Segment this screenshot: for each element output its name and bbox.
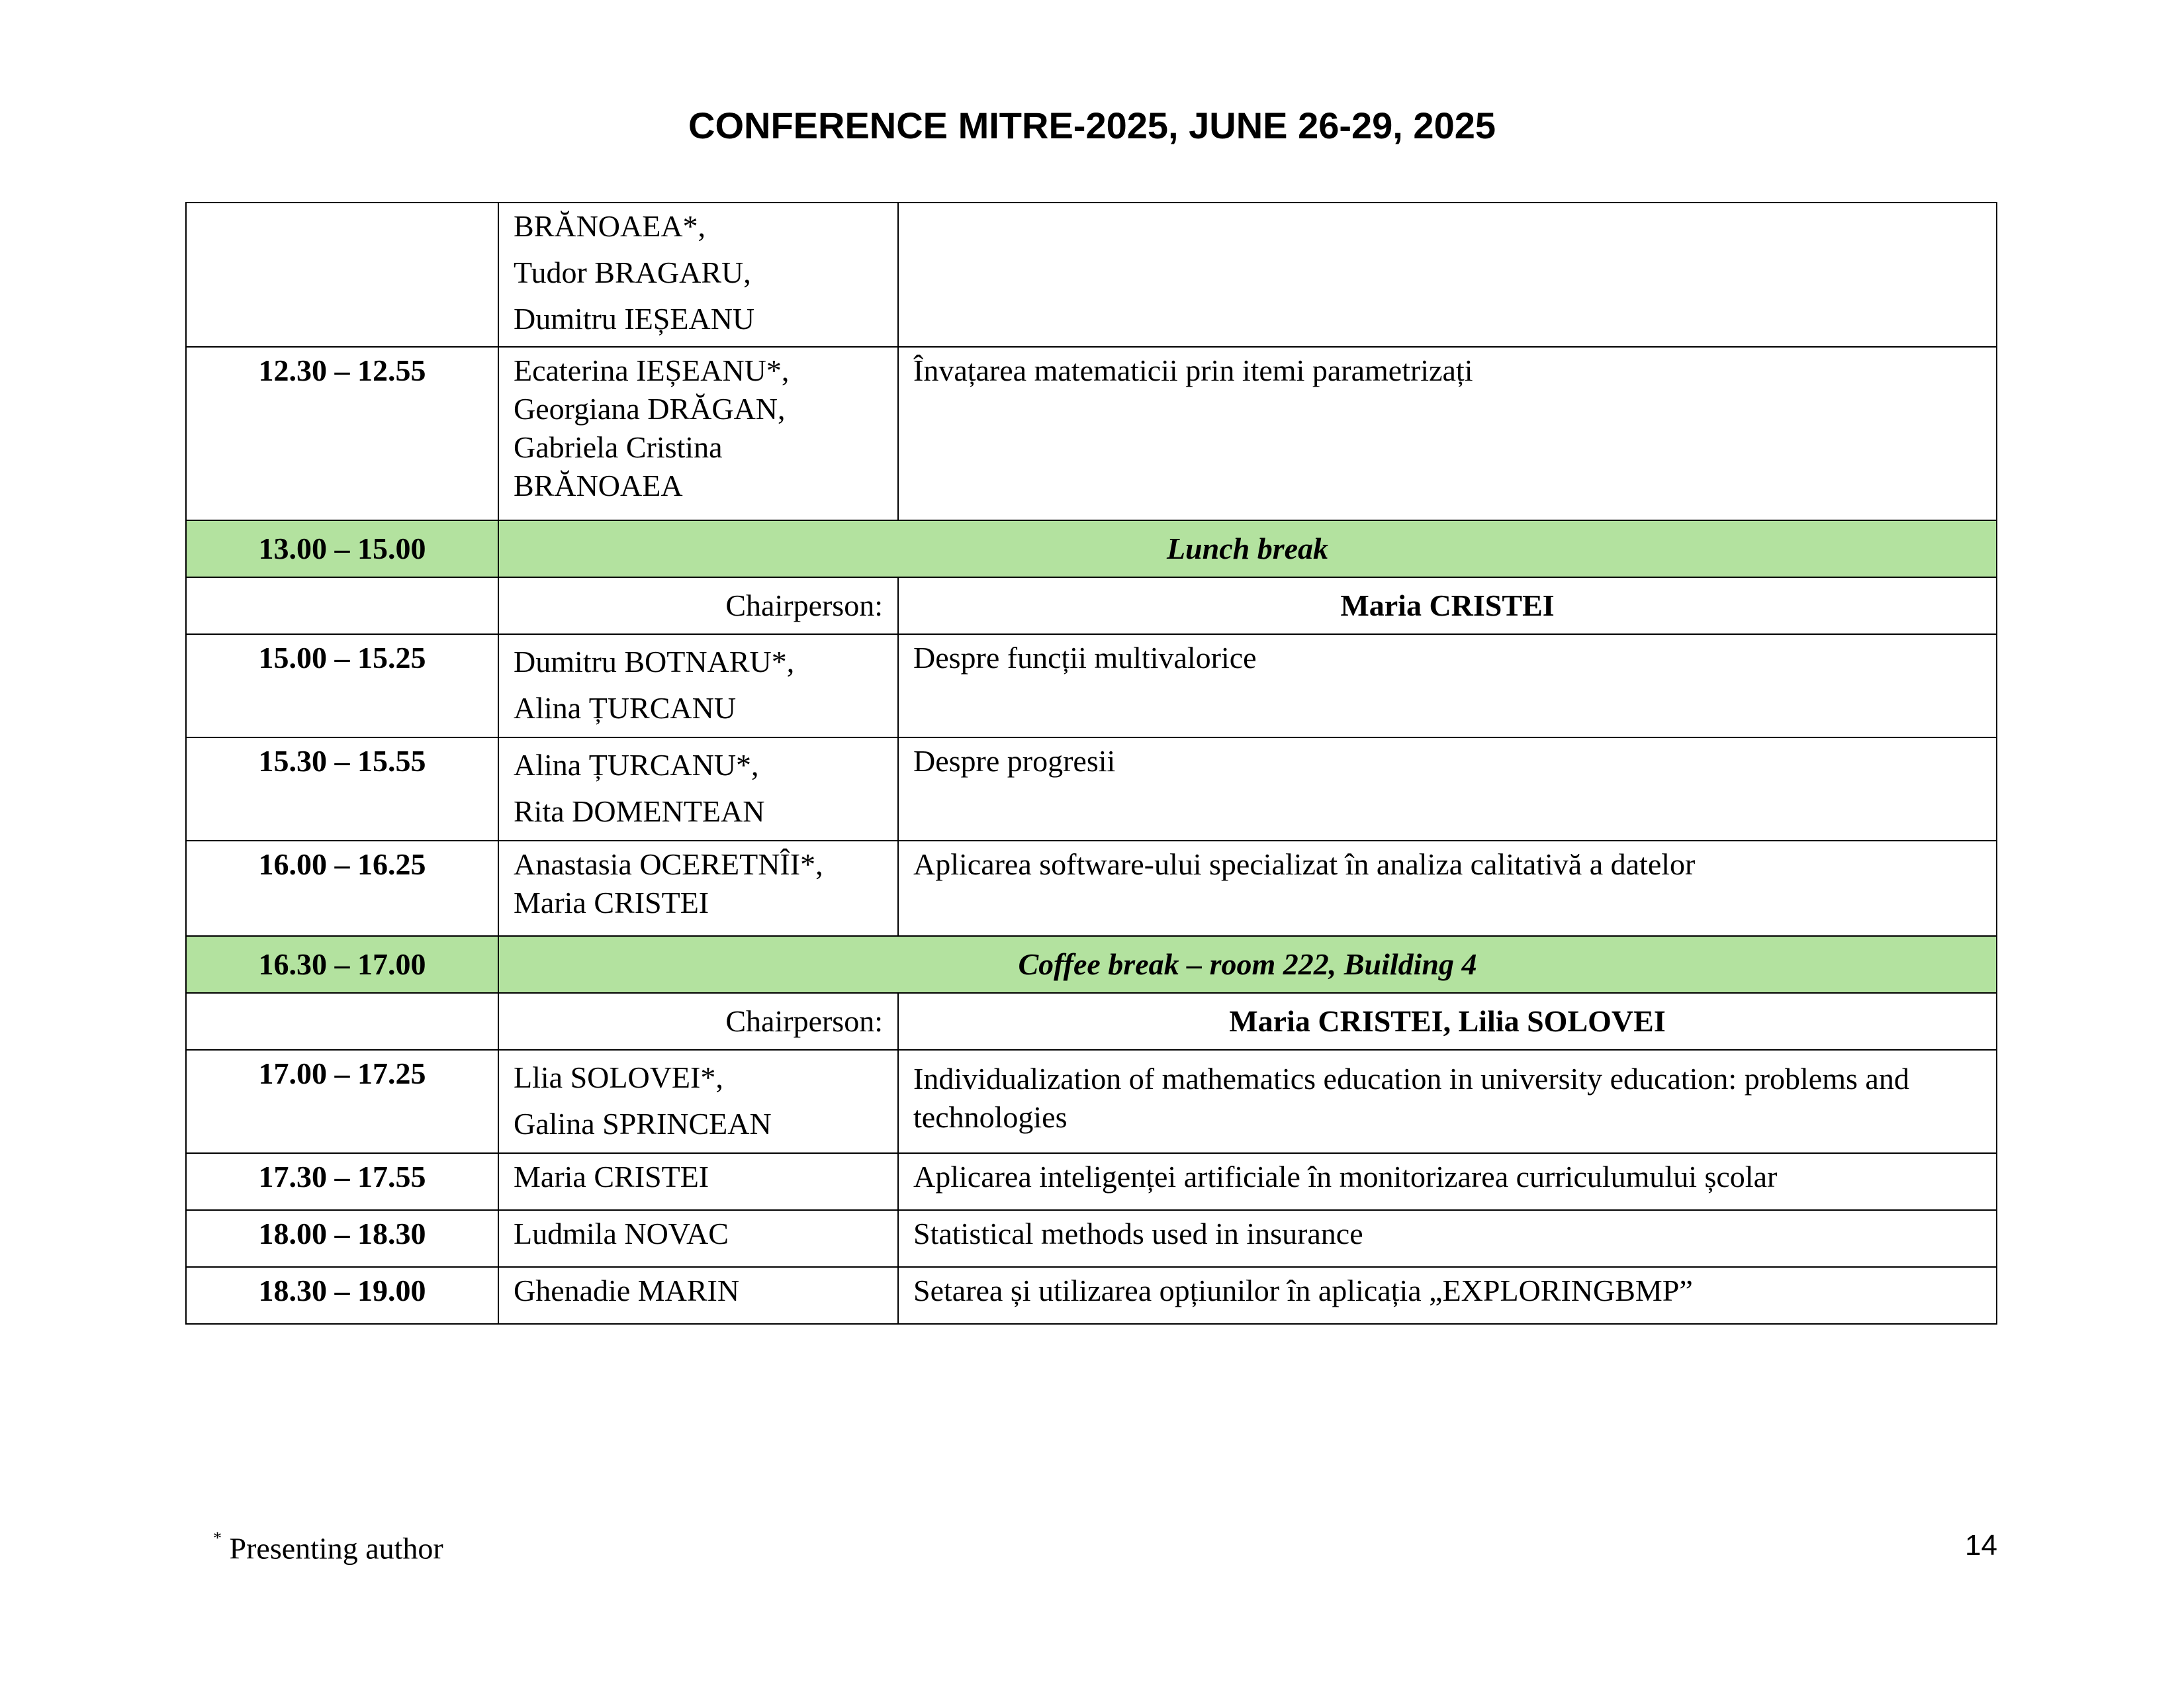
page-number: 14: [1965, 1529, 1997, 1562]
time-cell: 16.30 – 17.00: [186, 936, 498, 993]
footnote: [213, 1523, 443, 1568]
empty-cell: [186, 577, 498, 634]
authors-cell: [498, 841, 898, 936]
time-cell: 12.30 – 12.55: [186, 347, 498, 520]
talk-title: Setarea și utilizarea opțiunilor în aplicația „EXPLORINGBMP”: [898, 1267, 1997, 1324]
author: Alina ȚURCANU*,: [514, 748, 759, 782]
authors-cell: [498, 1050, 898, 1153]
time-cell: 17.00 – 17.25: [186, 1050, 498, 1153]
author: Llia SOLOVEI*,: [514, 1060, 723, 1094]
footnote-mark: *: [213, 1528, 222, 1548]
author: Alina ȚURCANU: [514, 691, 737, 725]
chairperson-row: [186, 577, 1997, 634]
time-cell: 15.30 – 15.55: [186, 737, 498, 841]
authors-cell: [498, 347, 898, 520]
table-row: [186, 1050, 1997, 1153]
talk-title: Aplicarea inteligenței artificiale în monitorizarea curriculumului școlar: [898, 1153, 1997, 1210]
table-row: [186, 1267, 1997, 1324]
lunch-break-row: [186, 520, 1997, 577]
table-row: [186, 1210, 1997, 1267]
author: Maria CRISTEI: [514, 886, 709, 919]
table-row: [186, 1153, 1997, 1210]
talk-title: [898, 203, 1997, 347]
chairperson-name: Maria CRISTEI, Lilia SOLOVEI: [898, 993, 1997, 1050]
table-row: [186, 841, 1997, 936]
time-cell: 15.00 – 15.25: [186, 634, 498, 737]
coffee-break-row: [186, 936, 1997, 993]
footnote-text: Presenting author: [229, 1531, 443, 1566]
author: Dumitru IEȘEANU: [514, 302, 755, 336]
chairperson-row: [186, 993, 1997, 1050]
authors-cell: Ghenadie MARIN: [498, 1267, 898, 1324]
author: BRĂNOAEA: [514, 469, 683, 502]
author: Tudor BRAGARU,: [514, 256, 751, 289]
authors-cell: [498, 634, 898, 737]
chairperson-name: Maria CRISTEI: [898, 577, 1997, 634]
talk-title: Aplicarea software-ului specializat în analiza calitativă a datelor: [898, 841, 1997, 936]
empty-cell: [186, 993, 498, 1050]
authors-cell: Ludmila NOVAC: [498, 1210, 898, 1267]
table-row: [186, 634, 1997, 737]
author: Anastasia OCERETNÎI*,: [514, 847, 823, 881]
page-title: CONFERENCE MITRE-2025, JUNE 26-29, 2025: [688, 105, 1496, 146]
author: Dumitru BOTNARU*,: [514, 645, 795, 679]
author: Rita DOMENTEAN: [514, 794, 765, 828]
chairperson-label: Chairperson:: [498, 993, 898, 1050]
table-row: [186, 203, 1997, 347]
time-cell: 16.00 – 16.25: [186, 841, 498, 936]
talk-title: Despre progresii: [898, 737, 1997, 841]
chairperson-label: Chairperson:: [498, 577, 898, 634]
talk-title: Individualization of mathematics education in university education: problems and technologies: [898, 1050, 1997, 1153]
talk-title: Învațarea matematicii prin itemi parametrizați: [898, 347, 1997, 520]
author: Gabriela Cristina: [514, 430, 723, 464]
author: Galina SPRINCEAN: [514, 1107, 772, 1141]
time-cell: 18.30 – 19.00: [186, 1267, 498, 1324]
schedule-table: [185, 202, 1997, 1325]
talk-title: Statistical methods used in insurance: [898, 1210, 1997, 1267]
authors-cell: [498, 737, 898, 841]
break-label: Lunch break: [498, 520, 1997, 577]
time-cell: 13.00 – 15.00: [186, 520, 498, 577]
author: Georgiana DRĂGAN,: [514, 392, 786, 426]
time-cell: 17.30 – 17.55: [186, 1153, 498, 1210]
talk-title: Despre funcții multivalorice: [898, 634, 1997, 737]
table-row: [186, 347, 1997, 520]
time-cell: [186, 203, 498, 347]
author: Ecaterina IEȘEANU*,: [514, 353, 790, 387]
time-cell: 18.00 – 18.30: [186, 1210, 498, 1267]
break-label: Coffee break – room 222, Building 4: [498, 936, 1997, 993]
table-row: [186, 737, 1997, 841]
authors-cell: Maria CRISTEI: [498, 1153, 898, 1210]
author: BRĂNOAEA*,: [514, 209, 706, 243]
authors-cell: [498, 203, 898, 347]
